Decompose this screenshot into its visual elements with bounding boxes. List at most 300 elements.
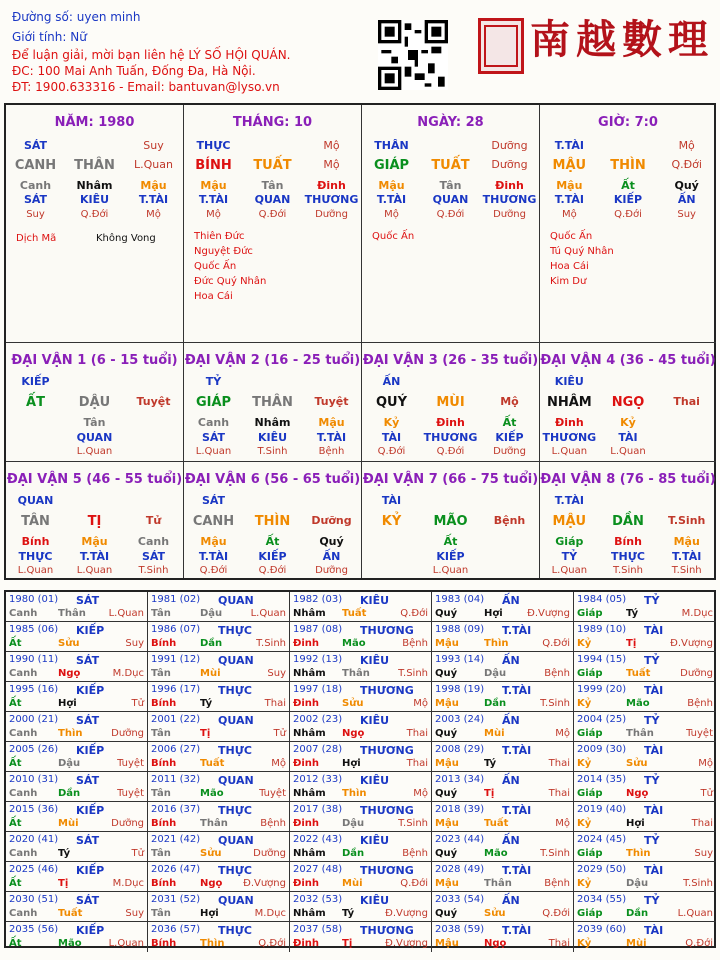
dai-van-branch: THÂN — [252, 395, 293, 410]
hidden-god: THỰC — [611, 550, 645, 563]
year-stage: M.Dục — [112, 668, 144, 679]
year-label: 2033 (54) — [435, 894, 485, 905]
year-god: KIÊU — [360, 774, 390, 787]
hidden-god: SÁT — [141, 550, 166, 563]
year-stem: Nhâm — [293, 608, 326, 619]
year-cell — [148, 682, 290, 712]
hidden-stem: Mậu — [140, 179, 167, 192]
year-cell — [148, 742, 290, 772]
stem-stage: Mộ — [323, 139, 340, 152]
branch-stage: Mộ — [323, 158, 340, 171]
year-god: THƯƠNG — [360, 624, 414, 637]
year-label: 2001 (22) — [151, 714, 201, 725]
year-cell — [574, 742, 716, 772]
dai-van-god: T.TÀI — [554, 494, 584, 507]
hidden-stage: T.Sinh — [257, 446, 288, 457]
year-label: 2028 (49) — [435, 864, 485, 875]
dai-van-branch: MÃO — [433, 514, 468, 529]
year-label: 2002 (23) — [293, 714, 343, 725]
year-stem: Giáp — [577, 728, 603, 739]
star-label: Kim Dư — [550, 276, 587, 287]
hidden-stem: Tân — [439, 179, 462, 192]
hidden-god: KIÊU — [257, 431, 288, 444]
year-label: 2035 (56) — [9, 924, 59, 935]
year-branch: Tý — [342, 908, 355, 919]
hidden-stem: Quý — [674, 179, 699, 192]
year-branch: Tuất — [484, 818, 509, 829]
year-cell — [148, 832, 290, 862]
year-label: 2014 (35) — [577, 774, 627, 785]
name-line: Đường số: uyen minh — [12, 10, 141, 24]
year-stage: Dưỡng — [253, 848, 286, 859]
dai-van-2 — [184, 343, 362, 462]
year-stem: Mậu — [435, 698, 459, 709]
hidden-stage: Q.Đới — [436, 209, 465, 220]
year-stage: Bệnh — [402, 848, 428, 859]
year-branch: Tị — [200, 728, 211, 739]
year-stage: L.Quan — [108, 608, 144, 619]
hidden-stem: Mậu — [673, 535, 700, 548]
star-label: Quốc Ấn — [550, 231, 593, 242]
year-god: THỰC — [218, 864, 252, 877]
dai-van-branch: DẦN — [612, 514, 644, 529]
hidden-god: THỰC — [18, 550, 53, 563]
year-cell — [574, 892, 716, 922]
year-god: SÁT — [76, 714, 100, 727]
year-branch: Tị — [626, 638, 637, 649]
year-god: QUAN — [218, 834, 254, 847]
dai-van-title: ĐẠI VẬN 3 (26 - 35 tuổi) — [362, 353, 539, 368]
dai-van-branch: THÌN — [254, 514, 291, 529]
year-cell — [432, 802, 574, 832]
year-label: 1981 (02) — [151, 594, 201, 605]
year-branch: Dậu — [484, 668, 507, 679]
year-stem: Bính — [151, 818, 177, 829]
hidden-stage: L.Quan — [432, 565, 469, 576]
year-stage: M.Dục — [254, 908, 286, 919]
year-label: 2008 (29) — [435, 744, 485, 755]
year-stem: Canh — [9, 608, 38, 619]
star-label: Quốc Ấn — [372, 231, 415, 242]
year-cell — [432, 832, 574, 862]
year-god: THỰC — [218, 924, 252, 937]
hidden-god: KIẾP — [613, 193, 643, 206]
stem-god: THỰC — [196, 139, 231, 152]
year-stage: Suy — [125, 638, 144, 649]
hidden-stem: Nhâm — [76, 179, 113, 192]
hidden-stage: Q.Đới — [258, 209, 287, 220]
year-label: 1999 (20) — [577, 684, 627, 695]
year-cell — [6, 832, 148, 862]
dai-van-god: QUAN — [17, 494, 54, 507]
year-stage: Đ.Vượng — [670, 638, 713, 649]
hidden-stem: Kỷ — [620, 416, 636, 429]
hidden-stem: Canh — [19, 179, 52, 192]
year-cell — [290, 652, 432, 682]
hidden-stem: Mậu — [81, 535, 108, 548]
year-god: KIÊU — [360, 594, 390, 607]
year-stage: Q.Đới — [542, 638, 570, 649]
hidden-god: ẤN — [677, 193, 696, 206]
year-god: TỶ — [644, 774, 660, 787]
year-cell — [574, 922, 716, 952]
year-label: 2012 (33) — [293, 774, 343, 785]
hidden-stage: Suy — [677, 209, 696, 220]
year-label: 2000 (21) — [9, 714, 59, 725]
hidden-stage: Q.Đới — [80, 209, 109, 220]
year-god: KIÊU — [360, 834, 390, 847]
year-god: QUAN — [218, 594, 254, 607]
year-stem: Quý — [435, 608, 458, 619]
year-god: KIẾP — [76, 804, 105, 817]
hidden-stage: Q.Đới — [258, 565, 287, 576]
year-god: TÀI — [644, 804, 664, 817]
year-cell — [290, 622, 432, 652]
year-cell — [6, 772, 148, 802]
dai-van-stem: MẬU — [552, 514, 587, 529]
year-stem: Nhâm — [293, 668, 326, 679]
dai-van-stem: TÂN — [21, 514, 50, 529]
year-cell — [432, 712, 574, 742]
year-stem: Quý — [435, 728, 458, 739]
year-branch: Dần — [342, 848, 365, 859]
hidden-stem: Mậu — [318, 416, 345, 429]
year-stem: Giáp — [577, 788, 603, 799]
hidden-stage: Dưỡng — [493, 446, 526, 457]
year-stem: Bính — [151, 638, 177, 649]
pillar-month — [184, 105, 362, 343]
year-stage: Q.Đới — [400, 878, 428, 889]
year-label: 1989 (10) — [577, 624, 627, 635]
dai-van-stage: T.Sinh — [667, 514, 706, 527]
year-stage: Đ.Vượng — [385, 938, 428, 949]
year-stage: Tử — [131, 698, 144, 709]
year-stage: Bệnh — [402, 638, 428, 649]
year-label: 1980 (01) — [9, 594, 59, 605]
year-god: ẤN — [502, 654, 520, 667]
year-stem: Nhâm — [293, 728, 326, 739]
year-cell — [148, 802, 290, 832]
hidden-stage: Q.Đới — [377, 446, 406, 457]
year-label: 1985 (06) — [9, 624, 59, 635]
hidden-stage: L.Quan — [195, 446, 232, 457]
year-god: QUAN — [218, 774, 254, 787]
earthly-branch: TUẤT — [431, 158, 470, 173]
hidden-stage: Mộ — [146, 209, 161, 220]
heavenly-stem: CANH — [14, 158, 57, 173]
year-god: KIẾP — [76, 924, 105, 937]
year-stem: Đinh — [293, 818, 320, 829]
year-cell — [148, 892, 290, 922]
year-branch: Thìn — [626, 848, 651, 859]
hidden-stage: Q.Đới — [614, 209, 642, 220]
year-stem: Bính — [151, 878, 177, 889]
year-stem: Canh — [9, 848, 38, 859]
year-cell — [432, 622, 574, 652]
year-stem: Ất — [9, 818, 22, 829]
year-stage: L.Quan — [250, 608, 286, 619]
stem-god: THÂN — [374, 139, 409, 152]
year-label: 2005 (26) — [9, 744, 59, 755]
hidden-god: THƯƠNG — [542, 431, 597, 444]
dai-van-stem: KỶ — [381, 514, 402, 529]
year-god: THỰC — [218, 684, 252, 697]
year-label: 2023 (44) — [435, 834, 485, 845]
pillar-title: NGÀY: 28 — [417, 115, 484, 130]
hidden-god: THƯƠNG — [304, 193, 359, 206]
year-label: 2025 (46) — [9, 864, 59, 875]
year-cell — [6, 592, 148, 622]
year-label: 2017 (38) — [293, 804, 343, 815]
hidden-god: T.TÀI — [79, 550, 110, 563]
hidden-stage: Suy — [26, 209, 45, 220]
year-cell — [6, 682, 148, 712]
year-branch: Mão — [626, 698, 650, 709]
year-label: 2018 (39) — [435, 804, 485, 815]
year-stage: Thai — [406, 728, 428, 739]
year-god: KIÊU — [360, 654, 390, 667]
star-label: Không Vong — [96, 233, 156, 244]
year-branch: Dậu — [200, 608, 223, 619]
year-branch: Ngọ — [484, 938, 507, 949]
year-stage: Tuyệt — [686, 728, 713, 739]
year-branch: Dần — [200, 638, 223, 649]
year-label: 2021 (42) — [151, 834, 201, 845]
year-label: 1997 (18) — [293, 684, 343, 695]
year-branch: Mão — [342, 638, 366, 649]
pillar-day — [362, 105, 540, 343]
year-stage: M.Dục — [112, 878, 144, 889]
year-branch: Ngọ — [626, 788, 649, 799]
year-cell — [432, 892, 574, 922]
stem-god: SÁT — [23, 139, 48, 152]
year-stage: L.Quan — [677, 908, 713, 919]
hidden-stem: Tân — [83, 416, 106, 429]
year-branch: Tuất — [200, 758, 225, 769]
hidden-stem: Quý — [319, 535, 344, 548]
yearly-luck-table — [4, 590, 716, 948]
year-branch: Dần — [626, 908, 649, 919]
hidden-stem: Đinh — [555, 416, 584, 429]
year-god: TỶ — [644, 834, 660, 847]
hidden-god: QUAN — [76, 431, 113, 444]
hidden-stem: Bính — [21, 535, 50, 548]
year-god: KIẾP — [76, 744, 105, 757]
year-cell — [574, 652, 716, 682]
year-label: 2009 (30) — [577, 744, 627, 755]
year-label: 2030 (51) — [9, 894, 59, 905]
year-stem: Bính — [151, 938, 177, 949]
year-god: ẤN — [502, 834, 520, 847]
year-cell — [6, 652, 148, 682]
year-branch: Thân — [342, 668, 370, 679]
year-stem: Ất — [9, 938, 22, 949]
year-branch: Thìn — [58, 728, 83, 739]
year-cell — [290, 802, 432, 832]
year-label: 1986 (07) — [151, 624, 201, 635]
year-god: ẤN — [502, 594, 520, 607]
year-stage: Tử — [700, 788, 713, 799]
year-label: 2022 (43) — [293, 834, 343, 845]
year-stem: Tân — [151, 908, 171, 919]
heavenly-stem: BÍNH — [195, 158, 232, 173]
year-branch: Thân — [58, 608, 86, 619]
dai-van-8 — [540, 462, 716, 578]
hidden-stage: T.Sinh — [613, 565, 643, 576]
year-stem: Quý — [435, 788, 458, 799]
year-stem: Kỷ — [577, 758, 592, 769]
hidden-stem: Bính — [614, 535, 642, 548]
year-stage: Tuyệt — [117, 788, 144, 799]
year-god: QUAN — [218, 654, 254, 667]
year-stage: Bệnh — [544, 878, 570, 889]
hidden-stage: T.Sinh — [671, 565, 702, 576]
year-stage: L.Quan — [108, 938, 144, 949]
hidden-stem: Kỷ — [383, 416, 400, 429]
year-god: QUAN — [218, 714, 254, 727]
hidden-god: KIẾP — [436, 550, 465, 563]
stem-god: T.TÀI — [554, 139, 584, 152]
logo: 南越數理 — [530, 16, 714, 63]
year-god: ẤN — [502, 774, 520, 787]
year-god: T.TÀI — [502, 864, 532, 877]
seal-stamp-icon — [478, 18, 524, 74]
year-god: TÀI — [644, 744, 664, 757]
hidden-stage: L.Quan — [610, 446, 646, 457]
year-branch: Mão — [484, 848, 508, 859]
heavenly-stem: GIÁP — [373, 158, 410, 173]
year-label: 2029 (50) — [577, 864, 627, 875]
year-stem: Nhâm — [293, 848, 326, 859]
year-cell — [148, 922, 290, 952]
hidden-stage: Dưỡng — [493, 209, 526, 220]
year-god: T.TÀI — [502, 804, 532, 817]
year-branch: Tuất — [342, 608, 367, 619]
dai-van-branch: MÙI — [436, 395, 465, 410]
star-label: Hoa Cái — [550, 261, 589, 272]
year-cell — [6, 712, 148, 742]
hidden-stage: Mộ — [206, 209, 221, 220]
year-god: TÀI — [644, 864, 664, 877]
year-god: TÀI — [644, 924, 664, 937]
phone-email-line[interactable]: ĐT: 1900.633316 - Email: bantuvan@lyso.vn — [12, 80, 280, 94]
year-branch: Tý — [484, 758, 497, 769]
year-cell — [6, 892, 148, 922]
hidden-god: T.TÀI — [672, 550, 702, 563]
year-cell — [290, 712, 432, 742]
year-god: SÁT — [76, 834, 100, 847]
year-branch: Tị — [342, 938, 353, 949]
year-cell — [290, 682, 432, 712]
hidden-god: KIÊU — [79, 193, 110, 206]
year-branch: Thân — [200, 818, 228, 829]
year-stage: T.Sinh — [540, 698, 570, 709]
header — [0, 0, 720, 100]
star-label: Dịch Mã — [16, 233, 57, 244]
year-cell — [290, 772, 432, 802]
branch-stage: Dưỡng — [491, 158, 528, 171]
year-cell — [148, 772, 290, 802]
stem-stage: Mộ — [678, 139, 695, 152]
year-label: 2006 (27) — [151, 744, 201, 755]
year-cell — [574, 862, 716, 892]
dai-van-title: ĐẠI VẬN 7 (66 - 75 tuổi) — [362, 472, 539, 487]
hidden-stem: Mậu — [200, 179, 227, 192]
hidden-stem: Đinh — [436, 416, 465, 429]
dai-van-4 — [540, 343, 716, 462]
dai-van-stage: Dưỡng — [311, 514, 352, 527]
year-branch: Thân — [484, 878, 512, 889]
year-label: 1996 (17) — [151, 684, 201, 695]
year-branch: Hợi — [626, 818, 645, 829]
year-god: KIẾP — [76, 684, 105, 697]
year-god: KIÊU — [360, 894, 390, 907]
year-cell — [574, 622, 716, 652]
year-cell — [574, 772, 716, 802]
year-stem: Đinh — [293, 698, 320, 709]
year-stage: Thai — [406, 758, 428, 769]
year-stage: Dưỡng — [680, 668, 713, 679]
dai-van-god: TÀI — [381, 494, 402, 507]
year-god: T.TÀI — [502, 624, 532, 637]
hidden-stage: Dưỡng — [315, 565, 348, 576]
year-cell — [432, 682, 574, 712]
year-cell — [290, 742, 432, 772]
year-label: 1984 (05) — [577, 594, 627, 605]
year-stage: Q.Đới — [542, 908, 570, 919]
year-cell — [6, 922, 148, 952]
year-branch: Mùi — [626, 938, 647, 949]
hidden-god: KIẾP — [495, 431, 524, 444]
year-stage: Tử — [131, 848, 144, 859]
year-stem: Tân — [151, 728, 171, 739]
year-cell — [6, 742, 148, 772]
dai-van-branch: DẬU — [78, 395, 111, 410]
pillar-title: THÁNG: 10 — [232, 115, 313, 130]
address-line: ĐC: 100 Mai Anh Tuấn, Đống Đa, Hà Nội. — [12, 64, 256, 78]
year-stem: Đinh — [293, 758, 320, 769]
year-stage: T.Sinh — [540, 848, 570, 859]
chart-grid — [4, 103, 716, 580]
year-branch: Hợi — [484, 608, 503, 619]
qr-code-icon — [378, 20, 448, 90]
year-label: 2019 (40) — [577, 804, 627, 815]
year-god: TỶ — [644, 714, 660, 727]
year-cell — [290, 922, 432, 952]
hidden-stage: Q.Đới — [199, 565, 228, 576]
earthly-branch: THÂN — [74, 158, 115, 173]
year-god: SÁT — [76, 654, 100, 667]
year-cell — [290, 832, 432, 862]
year-god: THƯƠNG — [360, 864, 414, 877]
year-label: 2013 (34) — [435, 774, 485, 785]
year-stem: Bính — [151, 758, 177, 769]
year-label: 1991 (12) — [151, 654, 201, 665]
year-stem: Kỷ — [577, 638, 592, 649]
year-label: 2015 (36) — [9, 804, 59, 815]
dai-van-title: ĐẠI VẬN 8 (76 - 85 tuổi) — [540, 472, 716, 487]
dai-van-god: SÁT — [201, 494, 226, 507]
year-stage: Đ.Vượng — [243, 878, 286, 889]
dai-van-3 — [362, 343, 540, 462]
year-stage: Bệnh — [687, 698, 713, 709]
year-stage: T.Sinh — [683, 878, 713, 889]
hidden-stem: Mậu — [378, 179, 405, 192]
hidden-stage: Q.Đới — [436, 446, 465, 457]
year-god: THƯƠNG — [360, 684, 414, 697]
year-branch: Mùi — [58, 818, 79, 829]
hidden-god: T.TÀI — [138, 193, 169, 206]
